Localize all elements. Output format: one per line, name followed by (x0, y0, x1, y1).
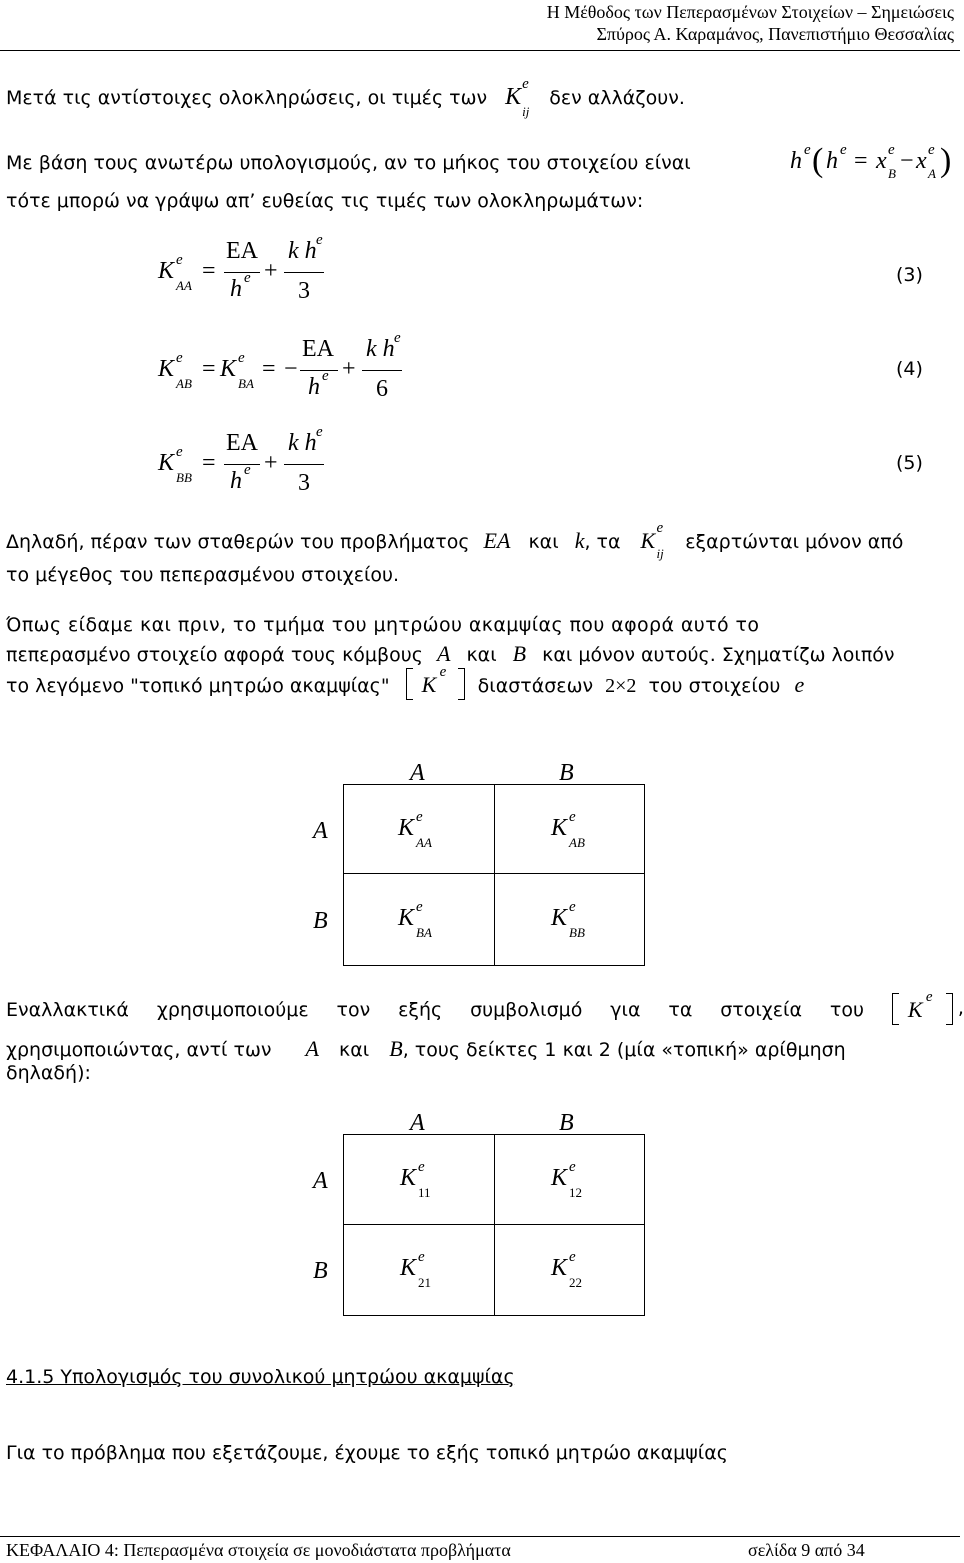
k-ij: K e ij (505, 76, 530, 119)
matrix-1-row-B: B (313, 908, 328, 934)
matrix-2-k-22: K e 22 (551, 1249, 582, 1290)
equation-3: K e AA = EA h e + k h e 3 (158, 232, 323, 304)
footer-page: σελίδα 9 από 34 (748, 1540, 865, 1560)
para-5-line-3: δηλαδή): (6, 1062, 91, 1084)
para-4-line-3: το λεγόμενο "τοπικό μητρώο ακαμψίας" K e διαστάσεων 2×2 του στοιχείου e (6, 672, 804, 698)
header-rule (0, 50, 960, 51)
matrix-1-row-A: A (313, 818, 328, 844)
matrix-1-k-ba: K e BA (398, 899, 432, 940)
matrix-1-k-aa: K e AA (398, 809, 432, 850)
k-e-matrix-symbol-2: K e , (892, 997, 956, 1023)
matrix-1-k-ab: K e AB (551, 809, 585, 850)
matrix-2-col-B: B (559, 1110, 574, 1136)
equation-3-number: (3) (896, 264, 923, 286)
matrix-2-k-21: K e 21 (400, 1249, 431, 1290)
matrix-1-col-B: B (559, 760, 574, 786)
equation-5: K e BB = EA h e + k h e 3 (158, 424, 323, 496)
para-3-line-2: το μέγεθος του πεπερασμένου στοιχείου. (6, 564, 400, 586)
matrix-2-k-12: K e 12 (551, 1159, 582, 1200)
equation-5-number: (5) (896, 452, 923, 474)
para-2-line-1: Με βάση τους ανωτέρω υπολογισμούς, αν το μήκος του στοιχείου είναι (6, 152, 691, 174)
footer-rule (0, 1536, 960, 1537)
para-2-line-2: τότε μπορώ να γράψω απ’ ευθείας τις τιμές των ολοκληρωμάτων: (6, 190, 644, 212)
matrix-1-col-A: A (410, 760, 425, 786)
para-1: Μετά τις αντίστοιχες ολοκληρώσεις, οι τιμές των K e ij δεν αλλάζουν. (6, 76, 685, 119)
para-5-line-1: Εναλλακτικά χρησιμοποιούμε τον εξής συμβολισμό για τα στοιχεία του K e , (6, 997, 956, 1023)
matrix-2-col-A: A (410, 1110, 425, 1136)
para-3-line-1: Δηλαδή, πέραν των σταθερών του προβλήματος EA και k, τα K e ij εξαρτώνται μόνον από (6, 520, 904, 561)
element-length-formula: h e ( h e = x e B − x e A ) (790, 142, 952, 181)
equation-4-number: (4) (896, 358, 923, 380)
para-4-line-2: πεπερασμένο στοιχείο αφορά τους κόμβους A και B και μόνον αυτούς. Σχηματίζω λοιπόν (6, 641, 895, 666)
equation-4: K e AB = K e BA = − EA h e + k h e 6 (158, 330, 401, 402)
header-author: Σπύρος Α. Καραμάνος, Πανεπιστήμιο Θεσσαλίας (596, 24, 954, 44)
k-e-matrix-symbol: K e (412, 672, 464, 698)
para-6: Για το πρόβλημα που εξετάζουμε, έχουμε το εξής τοπικό μητρώο ακαμψίας (6, 1442, 728, 1464)
matrix-2-k-11: K e 11 (400, 1159, 431, 1200)
section-title: 4.1.5 Υπολογισμός του συνολικού μητρώου ακαμψίας (6, 1366, 515, 1388)
header-title: Η Μέθοδος των Πεπερασμένων Στοιχείων – Σημειώσεις (546, 2, 954, 22)
matrix-2-row-A: A (313, 1168, 328, 1194)
matrix-2-row-B: B (313, 1258, 328, 1284)
para-4-line-1: Όπως είδαμε και πριν, το τμήμα του μητρώου ακαμψίας που αφορά αυτό το (6, 614, 760, 636)
para-5-line-2: χρησιμοποιώντας, αντί των A και B, τους δείκτες 1 και 2 (μία «τοπική» αρίθμηση (6, 1036, 846, 1061)
matrix-1-k-bb: K e BB (551, 899, 585, 940)
footer-chapter: ΚΕΦΑΛΑΙΟ 4: Πεπερασμένα στοιχεία σε μονοδιάστατα προβλήματα (6, 1540, 511, 1560)
